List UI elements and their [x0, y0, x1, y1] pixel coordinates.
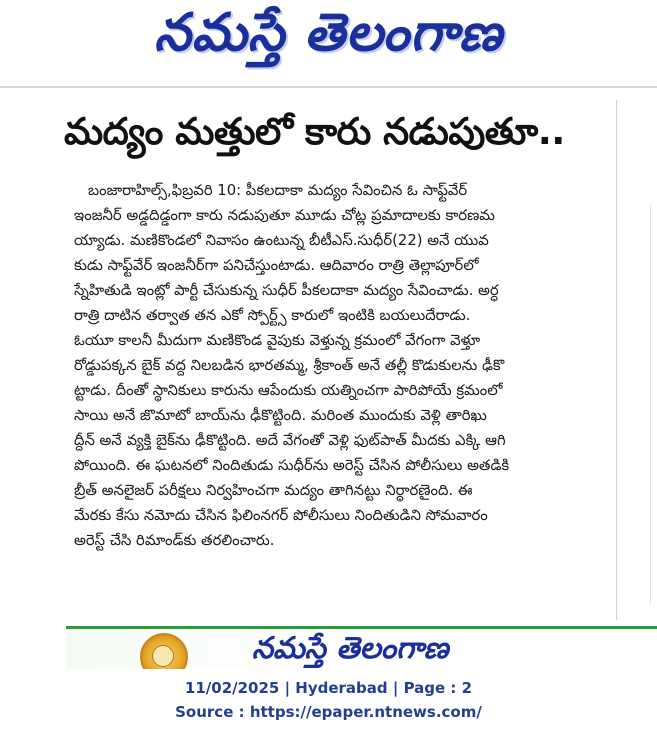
adjacent-column-edge	[650, 205, 657, 605]
emblem-center	[152, 645, 174, 667]
article-line: అరెస్ట్ చేసి రిమాండ్‌కు తరలించారు.	[74, 532, 275, 549]
promo-banner	[66, 626, 657, 669]
article-line: ఇంజనీర్ అడ్డదిడ్డంగా కారు నడుపుతూ మూడు చోట్ల ప్రమాదాలకు కారణమ	[74, 207, 495, 224]
banner-logo: నమస్తే తెలంగాణ	[252, 631, 449, 666]
article-line: పోయింది. ఈ ఘటనలో నిందితుడు సుధీర్‌ను అరెస్ట్ చేసిన పోలీసులు అతడికి	[74, 457, 510, 474]
edition-info: 11/02/2025 | Hyderabad | Page : 2	[184, 679, 473, 697]
article-headline: మద్యం మత్తులో కారు నడుపుతూ..	[64, 110, 565, 153]
article-line: మేరకు కేసు నమోదు చేసిన ఫిలింనగర్ పోలీసులు నిందితుడిని సోమవారం	[74, 507, 488, 524]
article-line: రోడ్డుపక్కన బైక్ వద్ద నిలబడిన భారతమ్మ, శ్రీకాంత్ అనే తల్లీ కొడుకులను ఢీకొ	[74, 357, 505, 374]
article-line: య్యాడు. మణికొండలో నివాసం ఉంటున్న బీటీఎస్.సుధీర్(22) అనే యువ	[74, 232, 489, 249]
article-line: ట్టాడు. దీంతో స్థానికులు కారును ఆపేందుకు యత్నించగా పారిపోయే క్రమంలో	[74, 382, 503, 399]
newspaper-logo: నమస్తే తెలంగాణ	[154, 2, 503, 63]
source-link[interactable]: Source : https://epaper.ntnews.com/	[175, 703, 482, 721]
article-line: రాత్రి దాటిన తర్వాత తన ఎకో స్పోర్ట్స్ కారులో ఇంటికి బయలుదేరాడు.	[74, 307, 471, 324]
article-line: బంజారాహిల్స్,ఫిబ్రవరి 10: పీకలదాకా మద్యం సేవించిన ఓ సాఫ్ట్‌వేర్	[88, 182, 468, 199]
article-line: బ్రీత్ అనలైజర్ పరీక్షలు నిర్వహించగా మద్యం తాగినట్టు నిర్ధారణైంది. ఈ	[74, 482, 473, 499]
article-line: ఓయూ కాలనీ మీదుగా మణికొండ వైపుకు వెళ్తున్న క్రమంలో వేగంగా వెళ్తూ	[74, 332, 481, 349]
article-line: స్నేహితుడి ఇంట్లో పార్టీ చేసుకున్న సుధీర్ పీకలదాకా మద్యం సేవించాడు. అర్ధ	[74, 282, 499, 299]
page-footer	[0, 674, 657, 722]
masthead-divider	[0, 86, 657, 88]
state-emblem-icon	[140, 633, 188, 669]
article-line: సాయి అనే జొమాటో బాయ్‌ను ఢీకొట్టింది. మరింత ముందుకు వెళ్లి తారిఖు	[74, 407, 487, 424]
article-line: కుడు సాఫ్ట్‌వేర్ ఇంజనీర్‌గా పనిచేస్తుంటాడు. ఆదివారం రాత్రి తెల్లాపూర్‌లో	[74, 257, 479, 274]
clipping-border	[616, 100, 617, 620]
article-body	[74, 178, 612, 553]
article-line: ద్దీన్ అనే వ్యక్తి బైక్‌ను ఢీకొట్టింది. అదే వేగంతో వెళ్లి ఫుట్‌పాత్ మీదకు ఎక్కి ఆగి	[74, 432, 506, 449]
masthead	[0, 0, 657, 88]
